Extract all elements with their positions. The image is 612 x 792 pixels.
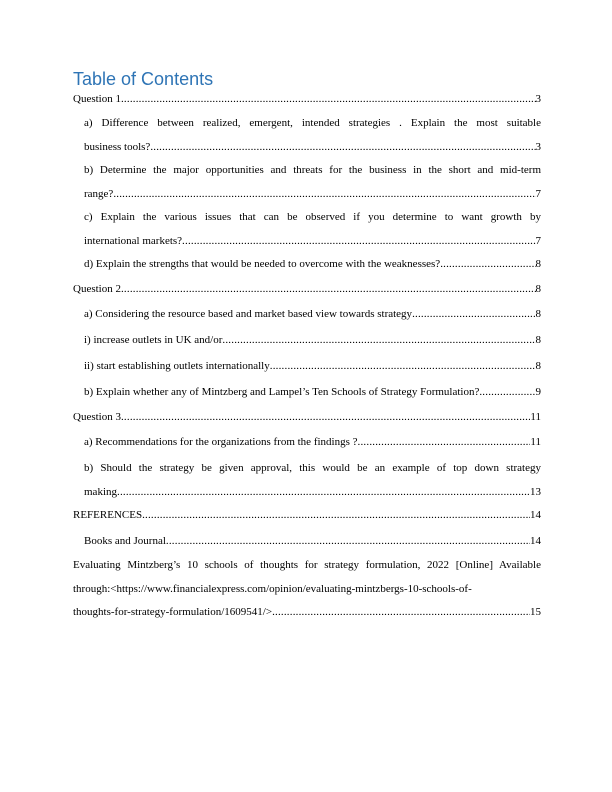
toc-page-number: 14 bbox=[530, 509, 541, 521]
toc-entry-text-cont: business tools? bbox=[84, 140, 151, 153]
toc-page-number: 9 bbox=[535, 386, 541, 398]
toc-entry-q2-b[interactable] bbox=[84, 381, 541, 405]
toc-leader-dots bbox=[117, 481, 530, 505]
toc-leader-dots bbox=[358, 431, 531, 455]
toc-page-number: 3 bbox=[535, 140, 541, 153]
toc-page-number: 11 bbox=[530, 411, 541, 423]
toc-leader-dots bbox=[412, 303, 535, 327]
toc-page-number: 15 bbox=[530, 606, 541, 618]
toc-entry-evaluating-mintzberg[interactable] bbox=[73, 554, 541, 625]
toc-entry-question-3[interactable] bbox=[73, 406, 541, 430]
toc-leader-dots bbox=[121, 278, 536, 302]
toc-entry-q1-c[interactable] bbox=[84, 206, 541, 253]
toc-leader-dots bbox=[113, 183, 535, 207]
toc-leader-dots bbox=[270, 355, 536, 379]
toc-entry-text: a) Difference between realized, emergent, intended strategies . Explain the most suitable bbox=[84, 117, 541, 129]
toc-entry-text-cont: through:<https://www.financialexpress.com/opinion/evaluating-mintzbergs-10-schools-of- bbox=[73, 582, 472, 595]
toc-entry-question-2[interactable] bbox=[73, 278, 541, 302]
toc-entry-text-cont: range? bbox=[84, 187, 114, 200]
toc-page-number: 8 bbox=[535, 283, 541, 295]
toc-page-number: 8 bbox=[535, 258, 541, 270]
toc-page-number: 11 bbox=[530, 436, 541, 448]
toc-page-number: 8 bbox=[535, 360, 541, 372]
toc-entry-books-and-journal[interactable] bbox=[84, 530, 541, 554]
toc-entry-text: Evaluating Mintzberg’s 10 schools of thoughts for strategy formulation, 2022 [Online] Available bbox=[73, 559, 541, 571]
toc-entry-q1-a[interactable] bbox=[84, 112, 541, 159]
toc-leader-dots bbox=[440, 253, 535, 277]
toc-page-number: 8 bbox=[535, 308, 541, 320]
toc-page-number: 13 bbox=[530, 485, 541, 498]
toc-leader-dots bbox=[142, 504, 530, 528]
toc-entry-text: b) Should the strategy be given approval, this would be an example of top down strategy bbox=[84, 462, 541, 474]
toc-leader-dots bbox=[479, 381, 535, 405]
toc-entry-text: d) Explain the strengths that would be needed to overcome with the weaknesses? bbox=[84, 258, 441, 270]
toc-entry-text: Question 3 bbox=[73, 411, 121, 423]
toc-leader-dots bbox=[166, 530, 530, 554]
toc-entry-q2-i[interactable] bbox=[84, 329, 541, 353]
toc-entry-q1-b[interactable] bbox=[84, 159, 541, 206]
toc-entry-text: a) Considering the resource based and market based view towards strategy bbox=[84, 308, 413, 320]
toc-entry-text: REFERENCES bbox=[73, 509, 143, 521]
toc-page-number: 8 bbox=[535, 334, 541, 346]
toc-entry-text: Question 2 bbox=[73, 283, 121, 295]
toc-entry-text-cont: making bbox=[84, 485, 117, 498]
toc-title: Table of Contents bbox=[73, 69, 214, 89]
toc-page-number: 3 bbox=[535, 93, 541, 105]
toc-entry-q3-a[interactable] bbox=[84, 431, 541, 455]
toc-leader-dots bbox=[121, 88, 536, 112]
toc-page-number: 14 bbox=[530, 535, 541, 547]
toc-entry-text-cont: international markets? bbox=[84, 234, 183, 247]
toc-entry-text: i) increase outlets in UK and/or bbox=[84, 334, 223, 346]
toc-entry-q3-b[interactable] bbox=[84, 457, 541, 504]
toc-entry-text: Question 1 bbox=[73, 93, 121, 105]
toc-leader-dots bbox=[150, 136, 535, 160]
toc-entry-text: b) Determine the major opportunities and threats for the business in the short and mid-term bbox=[84, 164, 541, 176]
toc-entry-text: c) Explain the various issues that can be observed if you determine to want growth by bbox=[84, 211, 541, 223]
toc-leader-dots bbox=[272, 601, 530, 625]
toc-entry-q1-d[interactable] bbox=[84, 253, 541, 277]
toc-leader-dots bbox=[182, 230, 535, 254]
toc-entry-q2-ii[interactable] bbox=[84, 355, 541, 379]
toc-entry-text: Books and Journal bbox=[84, 535, 166, 547]
toc-entry-text: b) Explain whether any of Mintzberg and Lampel’s Ten Schools of Strategy Formulation? bbox=[84, 386, 480, 398]
toc-entry-text: ii) start establishing outlets internationally bbox=[84, 360, 270, 372]
toc-entry-q2-a[interactable] bbox=[84, 303, 541, 327]
toc-leader-dots bbox=[121, 406, 530, 430]
toc-entry-question-1[interactable] bbox=[73, 88, 541, 112]
toc-page-number: 7 bbox=[535, 234, 541, 247]
toc-leader-dots bbox=[222, 329, 535, 353]
toc-entry-text-cont-2: thoughts-for-strategy-formulation/1609541/> bbox=[73, 606, 273, 618]
toc-entry-references[interactable] bbox=[73, 504, 541, 528]
toc-page-number: 7 bbox=[535, 187, 541, 200]
toc-entry-text: a) Recommendations for the organizations from the findings ? bbox=[84, 436, 358, 448]
